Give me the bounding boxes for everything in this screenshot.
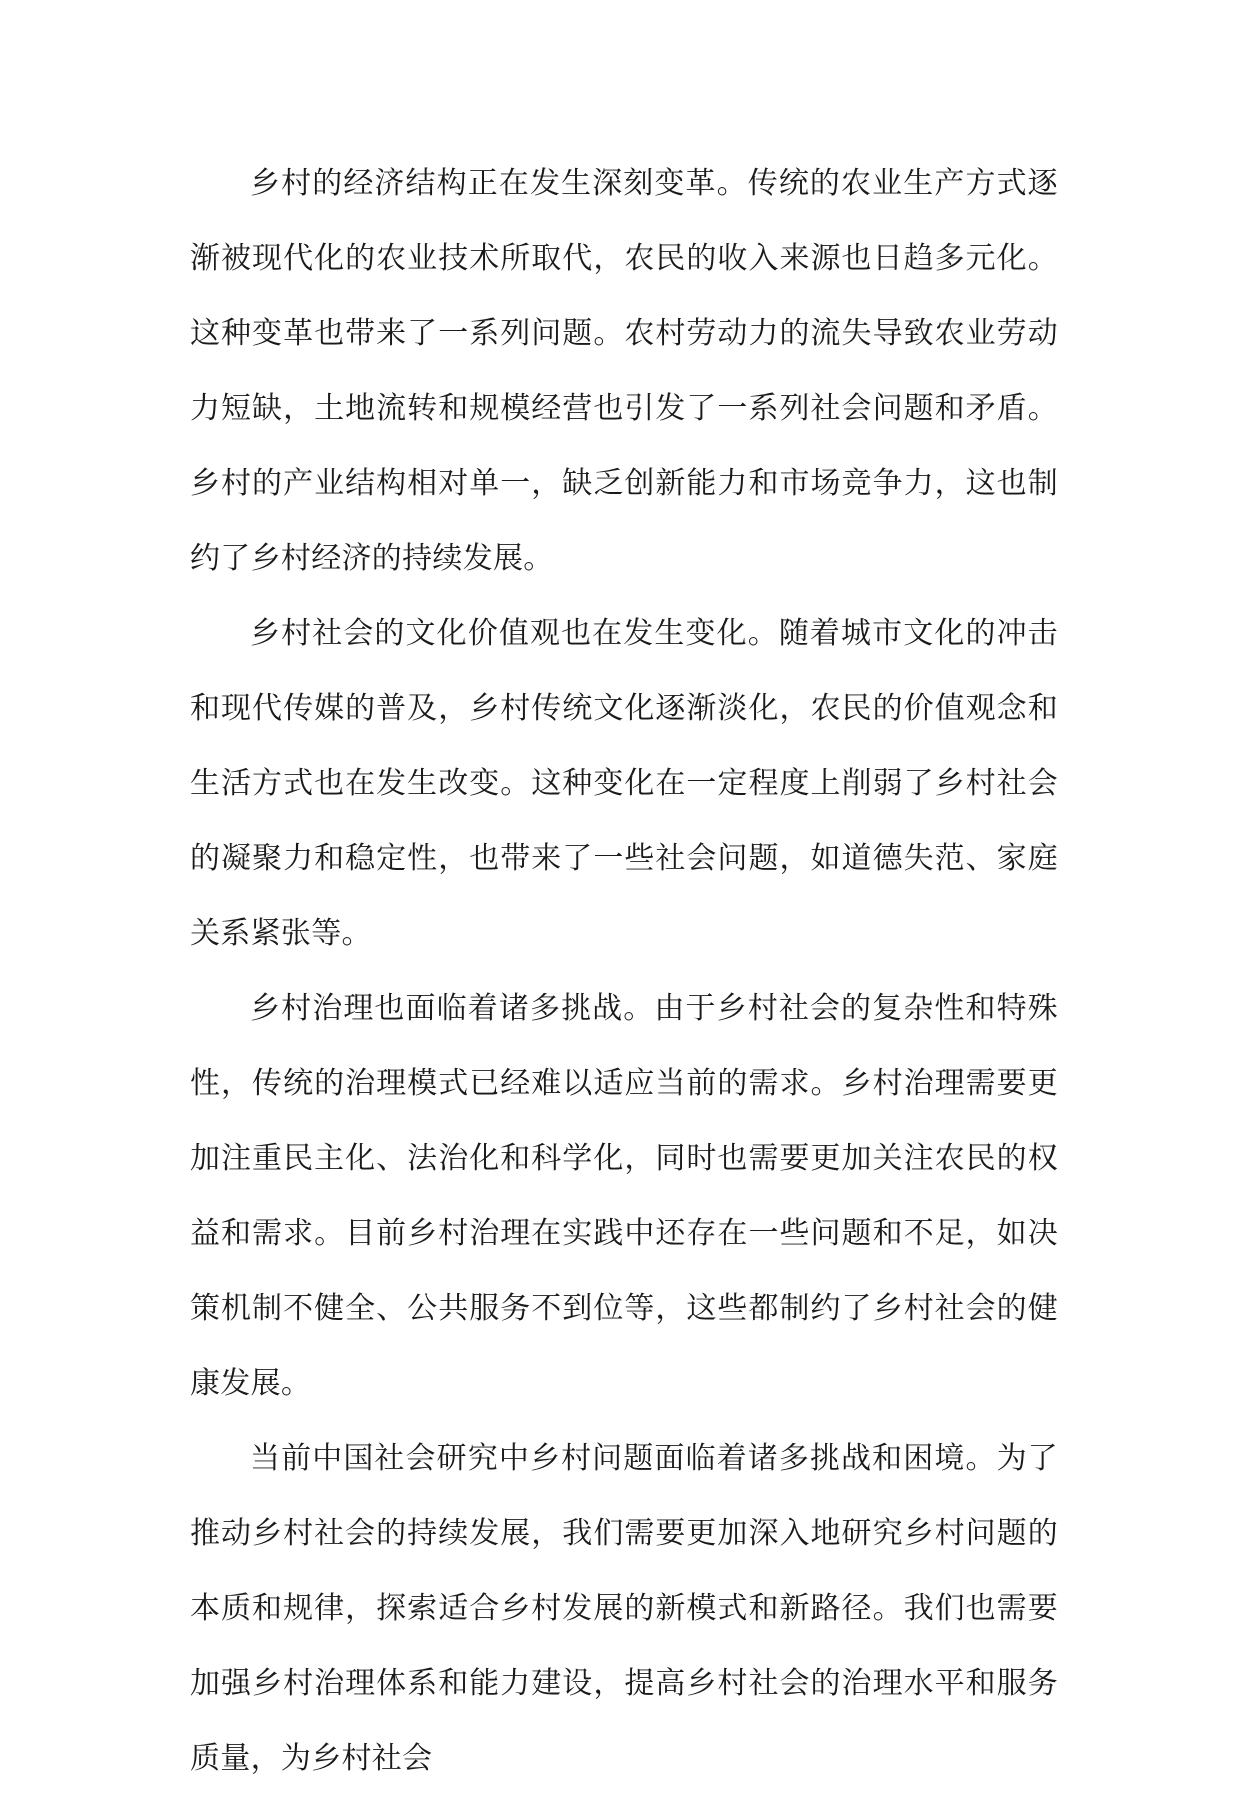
paragraph-cultural-values: 乡村社会的文化价值观也在发生变化。随着城市文化的冲击和现代传媒的普及，乡村传统文化逐渐淡化，农民的价值观念和生活方式也在发生改变。这种变化在一定程度上削弱了乡村社会的凝聚力和稳定性，也带来了一些社会问题，如道德失范、家庭关系紧张等。 bbox=[190, 616, 1058, 951]
paragraph-research-challenges: 当前中国社会研究中乡村问题面临着诸多挑战和困境。为了推动乡村社会的持续发展，我们需要更加深入地研究乡村问题的本质和规律，探索适合乡村发展的新模式和新路径。我们也需要加强乡村治理体系和能力建设，提高乡村社会的治理水平和服务质量，为乡村社会 bbox=[190, 1441, 1058, 1776]
document-body bbox=[190, 146, 1058, 1796]
paragraph-rural-governance: 乡村治理也面临着诸多挑战。由于乡村社会的复杂性和特殊性，传统的治理模式已经难以适应当前的需求。乡村治理需要更加注重民主化、法治化和科学化，同时也需要更加关注农民的权益和需求。目前乡村治理在实践中还存在一些问题和不足，如决策机制不健全、公共服务不到位等，这些都制约了乡村社会的健康发展。 bbox=[190, 991, 1058, 1401]
paragraph-economic-structure: 乡村的经济结构正在发生深刻变革。传统的农业生产方式逐渐被现代化的农业技术所取代，农民的收入来源也日趋多元化。这种变革也带来了一系列问题。农村劳动力的流失导致农业劳动力短缺，土地流转和规模经营也引发了一系列社会问题和矛盾。乡村的产业结构相对单一，缺乏创新能力和市场竞争力，这也制约了乡村经济的持续发展。 bbox=[190, 166, 1058, 576]
